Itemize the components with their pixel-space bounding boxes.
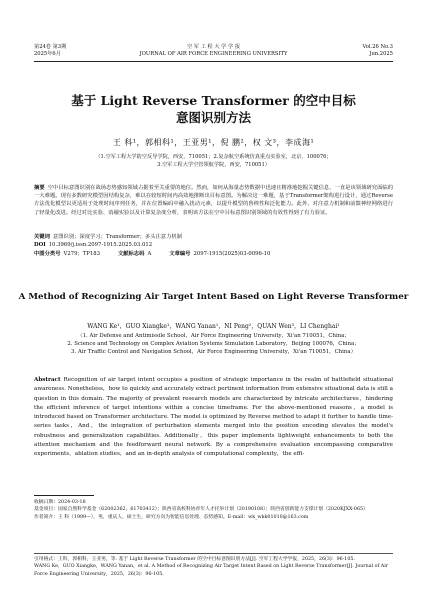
title-zh bbox=[0, 92, 427, 126]
citation-format bbox=[34, 556, 393, 578]
abstract-en bbox=[34, 376, 393, 460]
affiliation-zh-line: 3.空军工程大学空管领航学院，西安，710051） bbox=[157, 162, 270, 168]
date-en: Jun.2025 bbox=[369, 51, 393, 58]
author-bio: 作者简介：王 科（1999—），男，重庆人，硕士生，研究方向为智能信息处理、态势感知。E-mail：wk_wkk01010@163.com bbox=[34, 514, 309, 520]
keywords-zh-text: 意图识别；深度学习；Transformer；多头注意力机制 bbox=[52, 234, 182, 240]
citation-en: WANG Ke，GUO Xiangke，WANG Yanan，et al. A Method of Recognizing Air Target Intent Based on Light Reverse Transformer[J]. Journal of Air Force Engineering University，2025，26(3)：96-105. bbox=[34, 564, 389, 577]
citation-zh: 引用格式：王科，郭相科，王亚男，等. 基于 Light Reverse Transformer 的空中目标意图识别方法[J]. 空军工程大学学报，2025，26(3)：96-105. bbox=[34, 557, 355, 562]
authors-en: WANG Ke¹，GUO Xiangke¹，WANG Yanan¹，NI Peng²，QUAN Wen³，LI Chenghai¹ bbox=[87, 323, 340, 330]
classification-line bbox=[34, 250, 393, 258]
article-no-value: 2097-1915(2025)03-0096-10 bbox=[193, 251, 271, 257]
doi-text: 10.3969/j.issn.2097-1915.2025.03.012 bbox=[48, 242, 153, 248]
keywords-zh-label: 关键词 bbox=[34, 234, 50, 240]
footnote-rule bbox=[34, 495, 94, 496]
clc-label: 中图分类号 bbox=[34, 251, 61, 257]
doc-code-value: A bbox=[147, 251, 152, 257]
clc-value: V279；TP183 bbox=[63, 251, 100, 257]
volume-issue: 第24卷 第3期 bbox=[34, 44, 67, 50]
affiliations-zh bbox=[50, 153, 377, 169]
received-date: 收稿日期：2024-03-18 bbox=[34, 500, 86, 505]
keywords-zh bbox=[34, 233, 393, 241]
title-en: A Method of Recognizing Air Target Intent Based on Light Reverse Transformer bbox=[18, 292, 409, 302]
header-rule bbox=[34, 61, 393, 62]
header-right bbox=[363, 44, 393, 59]
abstract-en-label: Abstract bbox=[34, 377, 61, 383]
title-zh-line2: 意图识别方法 bbox=[175, 110, 251, 125]
abstract-en-text: Recognition of air target intent occupies a position of strategic importance in the realm of battlefield situational awareness. Nonetheless，how to quickly and accurately extract pertinent information from extensive situational data is still a question in this domain. The majority of prevalent research models are characterized by intricate architectures，hindering the efficient inference of target intentions within a concise timeframe. For the above-mentioned reasons，a model is introduced based on Transformer architecture. The model is optimized by Reverse method to adapt it further to handle time-series tasks，And，the integration of perturbation elements merged into the position encoding elevates the model's robustness and generalization capabilities. Additionally，this paper implements lightweight enhancements to both the attention mechanism and the feedforward neural network. By a comprehensive evaluation encompassing comparative experiments，ablation studies，and an in-depth analysis of computational complexity，the effi- bbox=[34, 377, 393, 458]
affiliations-en bbox=[34, 332, 393, 357]
abstract-zh-label: 摘要 bbox=[34, 185, 45, 191]
authors-zh: 王 科¹，郭相科¹，王亚男¹，倪 鹏²，权 文³，李成海¹ bbox=[112, 138, 315, 147]
doi-label: DOI bbox=[34, 242, 46, 248]
journal-name-en: JOURNAL OF AIR FORCE ENGINEERING UNIVERSITY bbox=[139, 51, 288, 58]
doi-line bbox=[34, 241, 393, 249]
fund-info: 基金项目：国家自然科学基金（62002362，61703412）；陕西省高校科协青年人才托举计划（20190108）；陕西省创新能力支撑计划（2020KJXX-065） bbox=[34, 507, 368, 513]
affiliation-en-line: 3. Air Traffic Control and Navigation School，Air Force Engineering University，Xi'an 710051，China） bbox=[71, 349, 356, 356]
affiliation-en-line: （1. Air Defense and Antimissile School，Air Force Engineering University，Xi'an 710051，China； bbox=[77, 333, 350, 339]
citation-rule bbox=[34, 553, 393, 554]
title-zh-line1: 基于 Light Reverse Transformer 的空中目标 bbox=[71, 93, 356, 108]
footnotes bbox=[34, 499, 393, 521]
doc-code-label: 文献标志码 bbox=[117, 251, 145, 257]
header-center bbox=[34, 44, 393, 59]
abstract-zh bbox=[34, 184, 393, 217]
affiliation-zh-line: （1.空军工程大学防空反导学院，西安，710051；2.复杂航空系统仿真重点实验室，北京，100076； bbox=[95, 154, 332, 160]
affiliation-en-line: 2. Science and Technology on Complex Aviation Systems Simulation Laboratory，Beijing 100076，China； bbox=[67, 341, 360, 348]
date-zh: 2025年6月 bbox=[34, 51, 61, 58]
abstract-zh-text: 空中目标意图识别在战场态势感知领域占据着至关重要的地位。然而，如何从海量态势数据中迅速且精准地挖掘关键信息，一直是该领域研究面临的一大难题。现有多数研究模型因结构复杂，难以在较短时间内高效地推断出目标意图。为解决这一难题，基于Transformer架构进行设计，通过Reverse方法优化模型以更适用于处理时间序列任务，并在位置编码中融入扰动元素，以提升模型的鲁棒性和泛化能力。此外，对注意力机制和前馈神经网络进行了轻量化改进。经过对比实验、消融实验以及计算复杂度分析，表明该方法在空中目标意图识别领域的有效性得到了有力验证。 bbox=[34, 185, 393, 216]
volume-en: Vol.26 No.3 bbox=[362, 44, 393, 50]
journal-name-zh: 空 军 工 程 大 学 学 报 bbox=[186, 44, 241, 50]
article-no-label: 文章编号 bbox=[169, 251, 191, 257]
